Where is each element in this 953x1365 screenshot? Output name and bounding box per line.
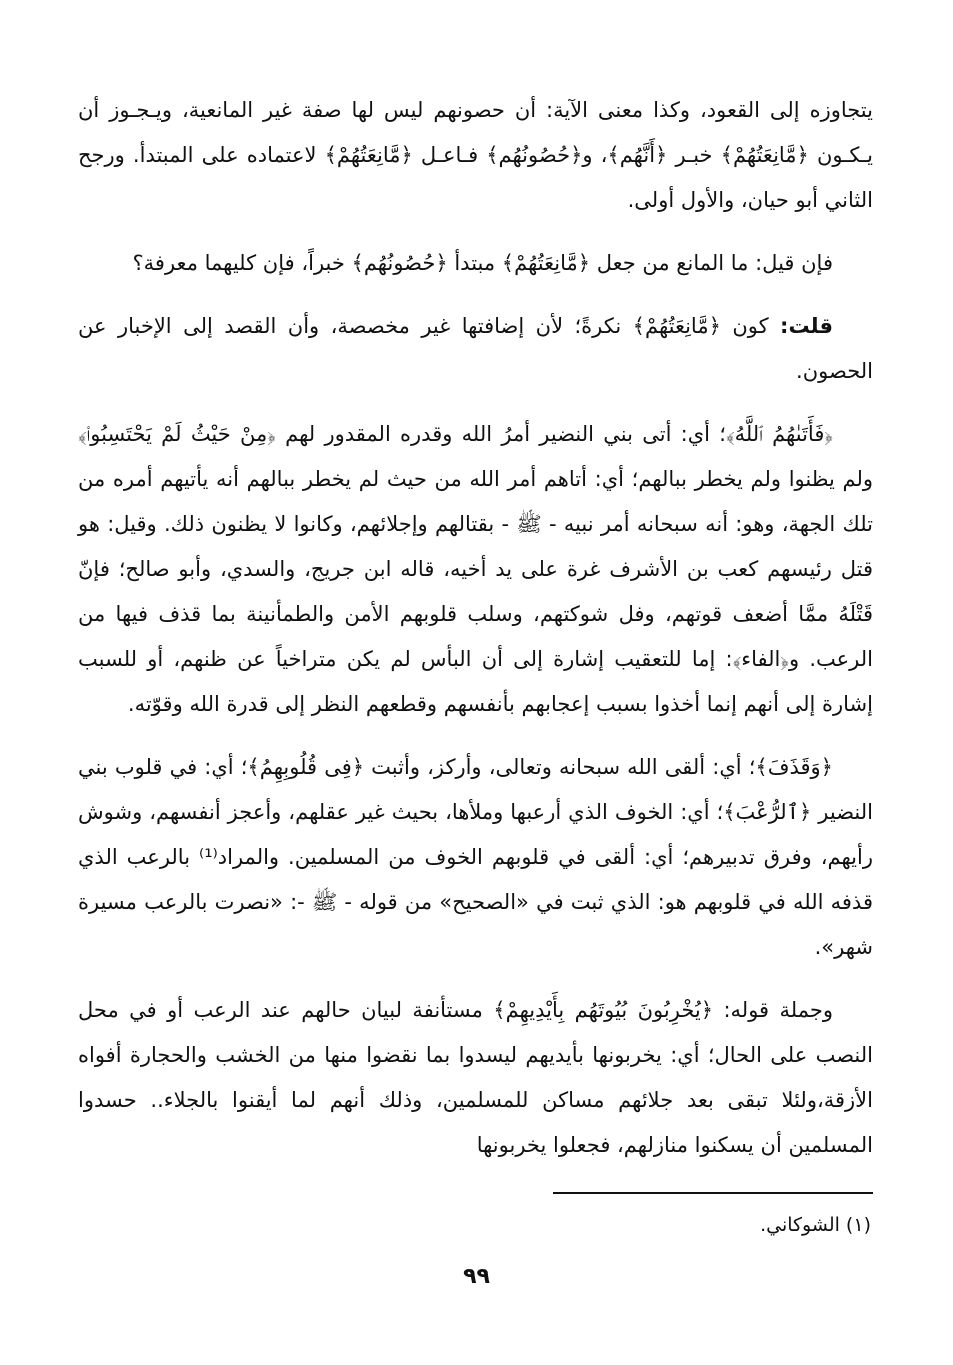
footnote-divider <box>553 1192 873 1194</box>
paragraph-2-text: فإن قيل: ما المانع من جعل ﴿مَّانِعَتُهُمْ﴾ مبتدأ ﴿حُصُونُهُم﴾ خبراً، فإن كليهما معرفة؟ <box>132 251 833 275</box>
paragraph-4-text: ﴿فَأَتَىٰهُمُ ٱللَّهُ﴾؛ أي: أتى بني النضير أمرُ الله وقدره المقدور لهم ﴿مِنْ حَيْثُ لَمْ يَحْتَسِبُوا۟﴾ ولم يظنوا ولم يخطر ببالهم؛ أي: أتاهم أمر الله من حيث لم يخطر ببالهم أنه يأتيهم أمره من تلك الجهة، وهو: أنه سبحانه أمر نبيه - ﷺ - بقتالهم وإجلائهم، وكانوا لا يظنون ذلك. وقيل: هو قتل رئيسهم كعب بن الأشرف غرة على يد أخيه، قاله ابن جريج، والسدي، وأبو صالح؛ فإنّ قَتْلَهُ ممَّا أضعف قوتهم، وفل شوكتهم، وسلب قلوبهم الأمن والطمأنينة بما قذف فيها من الرعب. و﴿الفاء﴾: إما للتعقيب إشارة إلى أن البأس لم يكن متراخياً عن ظنهم، أو للسبب إشارة إلى أنهم إنما أخذوا بسبب إعجابهم بأنفسهم وقطعهم النظر إلى قدرة الله وقوّته. <box>78 422 873 716</box>
paragraph-3-text: كون ﴿مَّانِعَتُهُمْ﴾ نكرةً؛ لأن إضافتها غير مخصصة، وأن القصد إلى الإخبار عن الحصون. <box>78 314 873 383</box>
paragraph-3-lead: قلت: <box>780 314 833 338</box>
paragraph-3 <box>78 304 873 394</box>
footnote: (١) الشوكاني. <box>760 1214 871 1236</box>
paragraph-1-text: يتجاوزه إلى القعود، وكذا معنى الآية: أن حصونهم ليس لها صفة غير المانعية، ويـجـوز أن يـكـون ﴿مَّانِعَتُهُمْ﴾ خبـر ﴿أَنَّهُم﴾، و﴿حُصُونُهُم﴾ فـاعـل ﴿مَّانِعَتُهُمْ﴾ لاعتماده على المبتدأ. ورجح الثاني أبو حيان، والأول أولى. <box>78 98 873 212</box>
paragraph-6-text: وجملة قوله: ﴿يُخْرِبُونَ بُيُوتَهُم بِأَيْدِيهِمْ﴾ مستأنفة لبيان حالهم عند الرعب أو في محل النصب على الحال؛ أي: يخربونها بأيديهم ليسدوا بما نقضوا منها من الخشب والحجارة أفواه الأزقة،ولئلا تبقى بعد جلائهم مساكن للمسلمين، وذلك أنهم لما أيقنوا بالجلاء.. حسدوا المسلمين أن يسكنوا منازلهم، فجعلوا يخربونها <box>78 998 873 1157</box>
page-body <box>78 88 873 1186</box>
paragraph-5-text: ﴿وَقَذَفَ﴾؛ أي: ألقى الله سبحانه وتعالى، وأركز، وأثبت ﴿فِى قُلُوبِهِمُ﴾؛ أي: في قلوب بني النضير ﴿ٱلرُّعْبَ﴾؛ أي: الخوف الذي أرعبها وملأها، بحيث غير عقلهم، وأعجز أنفسهم، وشوش رأيهم، وفرق تدبيرهم؛ أي: ألقى في قلوبهم الخوف من المسلمين. والمراد⁽¹⁾ بالرعب الذي قذفه الله في قلوبهم هو: الذي ثبت في «الصحيح» من قوله - ﷺ -: «نصرت بالرعب مسيرة شهر». <box>78 755 873 959</box>
paragraph-6 <box>78 988 873 1168</box>
page-number: ٩٩ <box>463 1264 490 1289</box>
paragraph-5 <box>78 745 873 970</box>
paragraph-4 <box>78 412 873 727</box>
paragraph-1 <box>78 88 873 223</box>
paragraph-2 <box>78 241 873 286</box>
